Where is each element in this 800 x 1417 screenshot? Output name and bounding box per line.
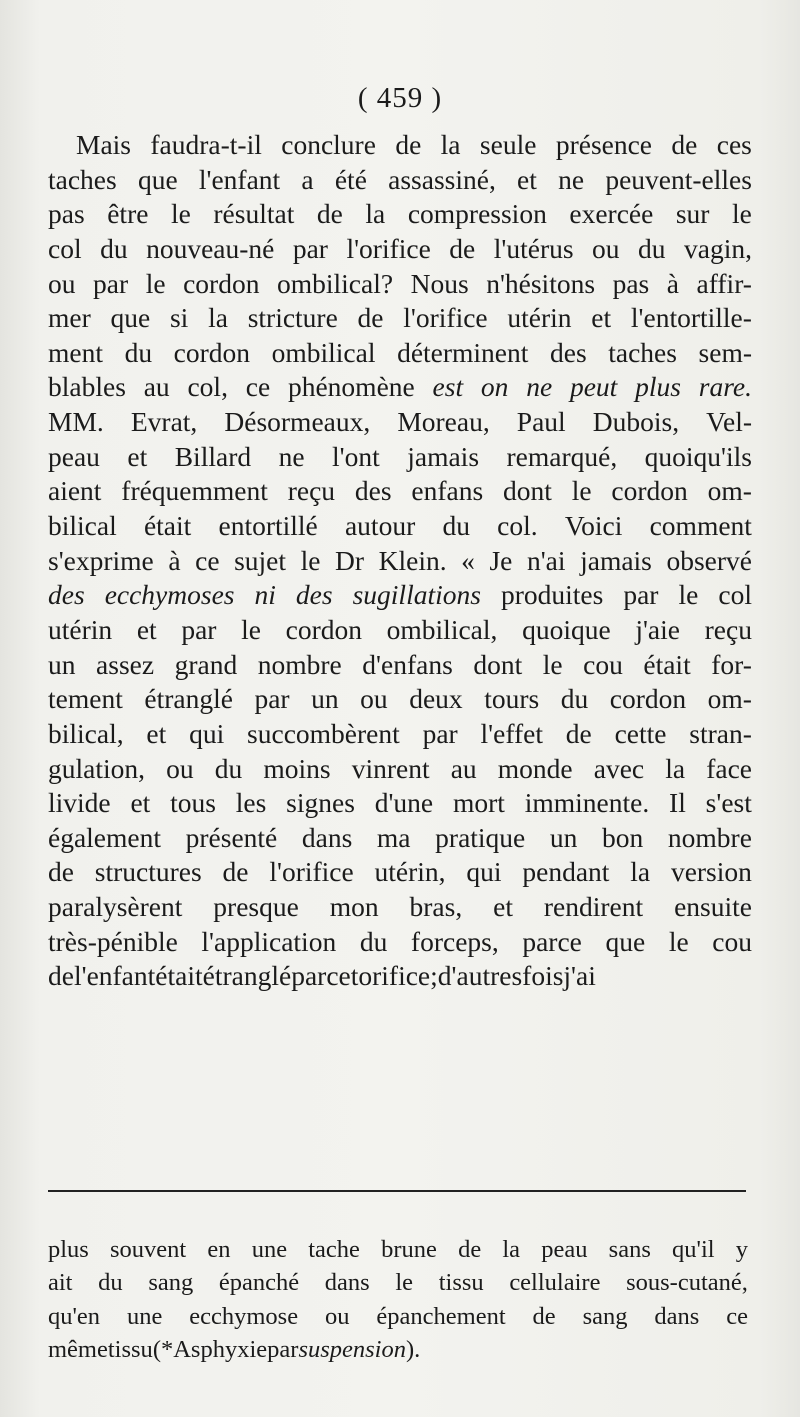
word: l'entortille- <box>630 302 752 334</box>
word: le <box>678 579 699 611</box>
body-line-11 <box>48 474 752 509</box>
word: structures <box>94 856 202 888</box>
word: presque <box>213 891 299 923</box>
word: et <box>146 717 167 749</box>
word: du <box>214 752 243 784</box>
word: une <box>126 1302 163 1330</box>
word: taches <box>48 163 117 195</box>
word: de <box>48 960 74 992</box>
word: Il <box>669 787 686 819</box>
word: utérin <box>507 302 572 334</box>
word: nombre <box>257 648 342 680</box>
word: dans <box>654 1302 700 1330</box>
word: rendirent <box>543 891 644 923</box>
word: assez <box>96 648 155 680</box>
word: de <box>395 129 422 160</box>
word: ombilical <box>271 336 376 368</box>
word: orifice; <box>358 960 438 992</box>
word: Klein. <box>378 544 447 576</box>
word: l'orifice <box>403 302 488 334</box>
footnote-separator-rule <box>48 1190 746 1192</box>
word: le <box>732 198 752 230</box>
word: ce <box>245 371 271 403</box>
word: avec <box>593 752 645 784</box>
word: peut <box>569 371 618 403</box>
word: cet <box>326 960 359 992</box>
body-line-2 <box>48 163 752 198</box>
word: le <box>542 648 563 680</box>
word: paralysèrent <box>48 891 183 923</box>
word: tissu <box>438 1269 484 1297</box>
word: était <box>143 510 192 542</box>
word: de <box>449 232 476 264</box>
word: ne <box>526 371 553 403</box>
word: forceps, <box>410 925 499 957</box>
word: par <box>181 613 217 645</box>
word: nombre <box>667 821 752 853</box>
word: dans <box>301 821 353 853</box>
word: par <box>267 1335 299 1363</box>
word: déterminent <box>397 336 529 368</box>
word: peuvent-elles <box>605 163 752 195</box>
word: l'utérus <box>493 232 574 264</box>
word: j'aie <box>635 613 680 645</box>
word: cordon <box>285 613 362 645</box>
word: du <box>98 1269 123 1297</box>
word: mer <box>48 302 91 334</box>
body-line-6 <box>48 301 752 336</box>
word: succombèrent <box>247 717 400 749</box>
body-line-13 <box>48 544 752 579</box>
word: que <box>137 163 178 195</box>
word: la <box>630 856 651 888</box>
footnote-line-4 <box>48 1333 748 1366</box>
word: vagin, <box>684 232 752 264</box>
word: ment <box>48 336 103 368</box>
word: bilical, <box>48 717 124 749</box>
word: des <box>549 336 587 368</box>
word: pas <box>612 267 650 299</box>
word: tement <box>48 683 123 715</box>
body-line-9 <box>48 405 752 440</box>
word: de <box>671 129 698 160</box>
body-line-5 <box>48 267 752 302</box>
word: grand <box>174 648 238 680</box>
word: du <box>638 232 666 264</box>
word: stran- <box>689 717 752 749</box>
word: remarqué, <box>506 440 618 472</box>
word: en <box>207 1236 231 1263</box>
word: dans <box>324 1269 370 1297</box>
word: vinrent <box>351 752 430 784</box>
word: de <box>565 717 592 749</box>
word: qui <box>466 856 502 888</box>
word: a <box>301 163 314 195</box>
word: Billard <box>174 440 252 472</box>
word: taches <box>608 336 677 368</box>
body-line-14 <box>48 578 752 613</box>
word: et <box>493 891 513 923</box>
word: livide <box>48 787 111 819</box>
word: cordon <box>609 683 687 715</box>
word: plus <box>635 371 681 403</box>
word: mort <box>452 787 505 819</box>
body-line-23 <box>48 890 752 925</box>
word: Mais <box>76 129 131 160</box>
word: jamais <box>407 440 480 472</box>
word: pendant <box>522 856 610 888</box>
body-line-7 <box>48 336 752 371</box>
word: Voici <box>564 510 623 542</box>
word: était <box>643 648 691 680</box>
word: la <box>665 752 686 784</box>
word: Dubois, <box>592 406 680 438</box>
word: moins <box>263 752 331 784</box>
word: j'ai <box>563 960 596 992</box>
body-line-10 <box>48 440 752 475</box>
word: que <box>110 302 151 334</box>
word: ou <box>48 267 76 299</box>
word: y <box>735 1236 748 1263</box>
body-line-8 <box>48 370 752 405</box>
word: des <box>295 579 333 611</box>
word: était <box>155 960 203 992</box>
word: tache <box>308 1236 360 1263</box>
word: ait <box>48 1269 73 1297</box>
word: être <box>107 198 149 230</box>
body-line-12 <box>48 509 752 544</box>
word: le <box>668 925 689 957</box>
word: bras, <box>409 891 463 923</box>
word: et <box>591 302 612 334</box>
word: les <box>235 787 267 819</box>
word: brune <box>381 1236 437 1263</box>
word: sem- <box>698 336 752 368</box>
word: qu'il <box>672 1236 715 1263</box>
word: de <box>357 302 384 334</box>
body-line-15 <box>48 613 752 648</box>
word: également <box>48 821 161 853</box>
word: ou <box>324 1302 350 1330</box>
word: par <box>422 717 458 749</box>
word: quoiqu'ils <box>644 440 752 472</box>
word: sang <box>148 1269 194 1297</box>
word: pratique <box>435 821 526 853</box>
word: om- <box>707 475 752 507</box>
word: cette <box>614 717 667 749</box>
word: qui <box>189 717 225 749</box>
word: sugillations <box>352 579 481 611</box>
word: ni <box>254 579 276 611</box>
word: l'ont <box>332 440 380 472</box>
body-line-21 <box>48 821 752 856</box>
word: ombilical? <box>276 267 394 299</box>
word: ecchymoses <box>104 579 235 611</box>
word: deux <box>409 683 463 715</box>
word: le <box>241 613 261 645</box>
word: par <box>292 232 328 264</box>
word: sang <box>582 1302 628 1330</box>
word: le <box>145 267 166 299</box>
word: quoique <box>522 613 611 645</box>
word: par <box>254 683 290 715</box>
word: la <box>440 129 461 160</box>
word: Moreau, <box>397 406 490 438</box>
word: Paul <box>516 406 566 438</box>
word: étranglé <box>202 960 292 992</box>
word: ou <box>592 232 620 264</box>
word: d'une <box>374 787 434 819</box>
word: exercée <box>569 198 654 230</box>
word: la <box>502 1236 521 1263</box>
word: que <box>605 925 646 957</box>
word: ou <box>360 683 388 715</box>
word: l'enfant <box>198 163 281 195</box>
word: est <box>432 371 464 403</box>
word: version <box>670 856 752 888</box>
word: très-pénible <box>48 925 178 957</box>
word: de <box>316 198 343 230</box>
word: du <box>359 925 388 957</box>
word: for- <box>711 648 752 680</box>
word: faudra-t-il <box>150 129 262 160</box>
word: l'application <box>201 925 337 957</box>
word: aient <box>48 475 102 507</box>
word: le <box>170 198 191 230</box>
word: peau <box>541 1236 588 1263</box>
word: stricture <box>247 302 338 334</box>
word: ma <box>376 821 411 853</box>
word: reçu <box>704 613 752 645</box>
word: cellulaire <box>509 1269 601 1297</box>
word: épanché <box>218 1269 300 1297</box>
word: d'enfans <box>362 648 453 680</box>
body-line-16 <box>48 648 752 683</box>
word: autour <box>344 510 416 542</box>
word: qu'en <box>48 1302 101 1330</box>
word: parce <box>522 925 582 957</box>
word: cou <box>712 925 752 957</box>
word: de <box>532 1302 556 1330</box>
word: observé <box>666 544 752 576</box>
word: ombilical, <box>386 613 498 645</box>
word: comment <box>649 510 752 542</box>
word: tous <box>170 787 216 819</box>
word: mon <box>329 891 379 923</box>
word: on <box>480 371 509 403</box>
word: entortillé <box>218 510 318 542</box>
word: peau <box>48 440 100 472</box>
word: à <box>168 544 181 576</box>
word: imminente. <box>524 787 650 819</box>
word: épanchement <box>376 1302 506 1330</box>
word: ecchymose <box>189 1302 299 1330</box>
word: par <box>291 960 327 992</box>
word: sur <box>675 198 710 230</box>
word: le <box>395 1269 414 1297</box>
word: si <box>169 302 189 334</box>
word: col <box>48 232 82 264</box>
word: reçu <box>287 475 336 507</box>
word: sous-cutané, <box>626 1269 748 1297</box>
page-number: ( 459 ) <box>357 82 443 114</box>
word: suspension). <box>298 1335 421 1363</box>
word: fréquemment <box>121 475 268 507</box>
body-line-20 <box>48 786 752 821</box>
word: résultat <box>213 198 295 230</box>
word: à <box>666 267 679 299</box>
word: dont <box>473 648 523 680</box>
word: plus <box>48 1236 89 1263</box>
word: pas <box>48 198 85 230</box>
word: Evrat, <box>130 406 198 438</box>
word: utérin <box>48 613 113 645</box>
word: assassiné, <box>388 163 496 195</box>
word: ce <box>195 544 220 576</box>
word: Je <box>489 544 513 576</box>
word: l'effet <box>480 717 543 749</box>
word: monde <box>497 752 573 784</box>
word: sujet <box>234 544 287 576</box>
word: un <box>549 821 578 853</box>
body-line-3 <box>48 197 752 232</box>
word: n'ai <box>526 544 566 576</box>
word: été <box>334 163 367 195</box>
word: au <box>143 371 170 403</box>
word: s'est <box>705 787 752 819</box>
word: la <box>365 198 386 230</box>
body-line-17 <box>48 682 752 717</box>
word: cordon <box>611 475 688 507</box>
footnote-line-1 <box>48 1233 748 1266</box>
word: présence <box>555 129 653 160</box>
word: souvent <box>110 1236 187 1263</box>
word: (*Asphyxie <box>152 1335 268 1363</box>
footnote-line-3 <box>48 1300 748 1333</box>
word: étranglé <box>144 683 233 715</box>
body-line-18 <box>48 717 752 752</box>
word: cordon <box>183 267 260 299</box>
body-line-24 <box>48 925 752 960</box>
word: produites <box>500 579 604 611</box>
word: gulation, <box>48 752 146 784</box>
word: Désormeaux, <box>224 406 371 438</box>
word: col. <box>497 510 538 542</box>
word: bilical <box>48 510 117 542</box>
word: du <box>442 510 470 542</box>
word: tissu <box>107 1335 153 1363</box>
word: col <box>718 579 752 611</box>
word: dont <box>502 475 552 507</box>
word: blables <box>48 371 126 403</box>
body-line-1 <box>48 128 752 163</box>
word: la <box>208 302 228 334</box>
body-line-25 <box>48 959 752 994</box>
word: et <box>136 613 157 645</box>
word: « <box>461 544 475 576</box>
word: MM. <box>48 406 104 438</box>
body-line-22 <box>48 855 752 890</box>
word: nouveau-né <box>146 232 275 264</box>
word: d'autres <box>437 960 523 992</box>
word: ne <box>278 440 305 472</box>
word: Vel- <box>706 406 752 438</box>
word: et <box>517 163 537 195</box>
word: cordon <box>173 336 251 368</box>
word: cou <box>583 648 623 680</box>
word: l'orifice <box>346 232 431 264</box>
word: l'orifice <box>269 856 354 888</box>
word: de <box>222 856 249 888</box>
word: ou <box>166 752 194 784</box>
word: un <box>311 683 339 715</box>
word: par <box>623 579 659 611</box>
word: même <box>48 1335 108 1363</box>
footnote <box>48 1233 748 1366</box>
word: ensuite <box>674 891 752 923</box>
word: om- <box>707 683 752 715</box>
word: du <box>124 336 153 368</box>
word: fois <box>522 960 564 992</box>
word: des <box>48 579 85 611</box>
word: du <box>560 683 589 715</box>
body-line-4 <box>48 232 752 267</box>
word: col, <box>187 371 228 403</box>
body-line-19 <box>48 752 752 787</box>
word: et <box>130 787 151 819</box>
word: ne <box>558 163 585 195</box>
word: le <box>571 475 592 507</box>
word: et <box>127 440 148 472</box>
word: par <box>93 267 129 299</box>
footnote-line-2 <box>48 1266 748 1299</box>
word: s'exprime <box>48 544 154 576</box>
word: présenté <box>185 821 278 853</box>
word: face <box>706 752 752 784</box>
word: enfans <box>411 475 484 507</box>
word: de <box>458 1236 482 1263</box>
word: phénomène <box>287 371 415 403</box>
main-text <box>48 128 752 994</box>
word: rare. <box>698 371 752 403</box>
word: n'hésitons <box>486 267 596 299</box>
word: signes <box>286 787 355 819</box>
word: un <box>48 648 76 680</box>
word: seule <box>479 129 537 160</box>
word: des <box>354 475 392 507</box>
word: au <box>450 752 477 784</box>
word: ces <box>716 129 752 160</box>
word: Nous <box>410 267 469 299</box>
word: tours <box>484 683 540 715</box>
word: bon <box>602 821 644 853</box>
word: une <box>251 1236 288 1263</box>
word: jamais <box>580 544 652 576</box>
word: utérin, <box>374 856 446 888</box>
word: ce <box>726 1302 748 1330</box>
word: de <box>48 856 74 888</box>
word: du <box>100 232 128 264</box>
word: l'enfant <box>73 960 156 992</box>
word: le <box>300 544 321 576</box>
word: compression <box>407 198 547 230</box>
word: affir- <box>696 267 752 299</box>
word: conclure <box>281 129 376 160</box>
word: sans <box>608 1236 651 1263</box>
word: Dr <box>335 544 365 576</box>
